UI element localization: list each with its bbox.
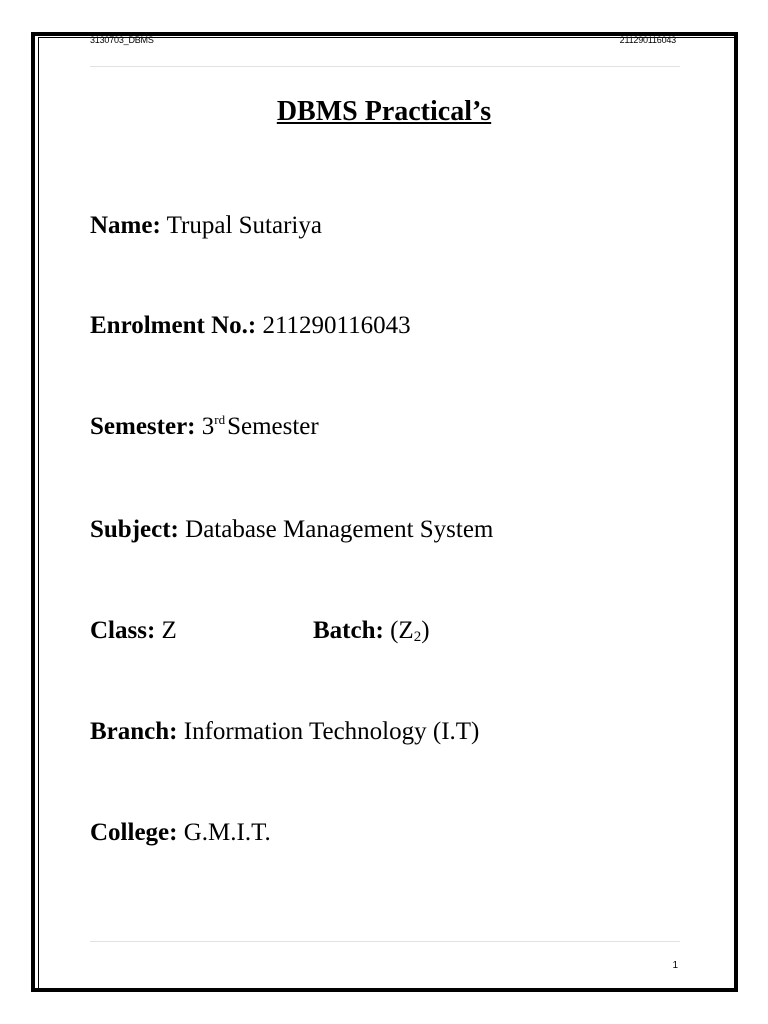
batch-subscript: 2 [413,629,422,645]
batch-value-closing: ) [421,617,430,644]
college-label: College: [90,819,178,846]
semester-label: Semester: [90,413,196,440]
class-value: Z [161,617,177,644]
page-title: DBMS Practical’s [276,96,492,127]
semester-value: Semester [227,413,319,440]
subject-field [90,516,493,544]
header-course-code: 3130703_DBMS [90,35,154,45]
class-label: Class: [90,617,156,644]
branch-label: Branch: [90,718,178,745]
subject-label: Subject: [90,516,179,543]
class-field [90,617,177,645]
footer-divider [90,941,680,942]
enrolment-field [90,312,411,340]
branch-field [90,718,479,746]
name-field [90,212,322,240]
header-divider [90,66,680,67]
header-enrolment: 211290116043 [619,35,676,45]
college-field [90,819,271,847]
college-value: G.M.I.T. [183,819,271,846]
name-label: Name: [90,212,161,239]
semester-ordinal-suffix: rd [214,412,226,427]
subject-value: Database Management System [185,516,494,543]
enrolment-label: Enrolment No.: [90,312,257,339]
enrolment-value: 211290116043 [262,312,411,339]
batch-value-prefix: (Z [390,617,414,644]
batch-field [313,617,430,646]
semester-field [90,412,319,441]
name-value: Trupal Sutariya [166,212,322,239]
batch-label: Batch: [313,617,384,644]
branch-value: Information Technology (I.T) [183,718,480,745]
page-number: 1 [672,960,678,971]
semester-number: 3 [201,413,215,440]
